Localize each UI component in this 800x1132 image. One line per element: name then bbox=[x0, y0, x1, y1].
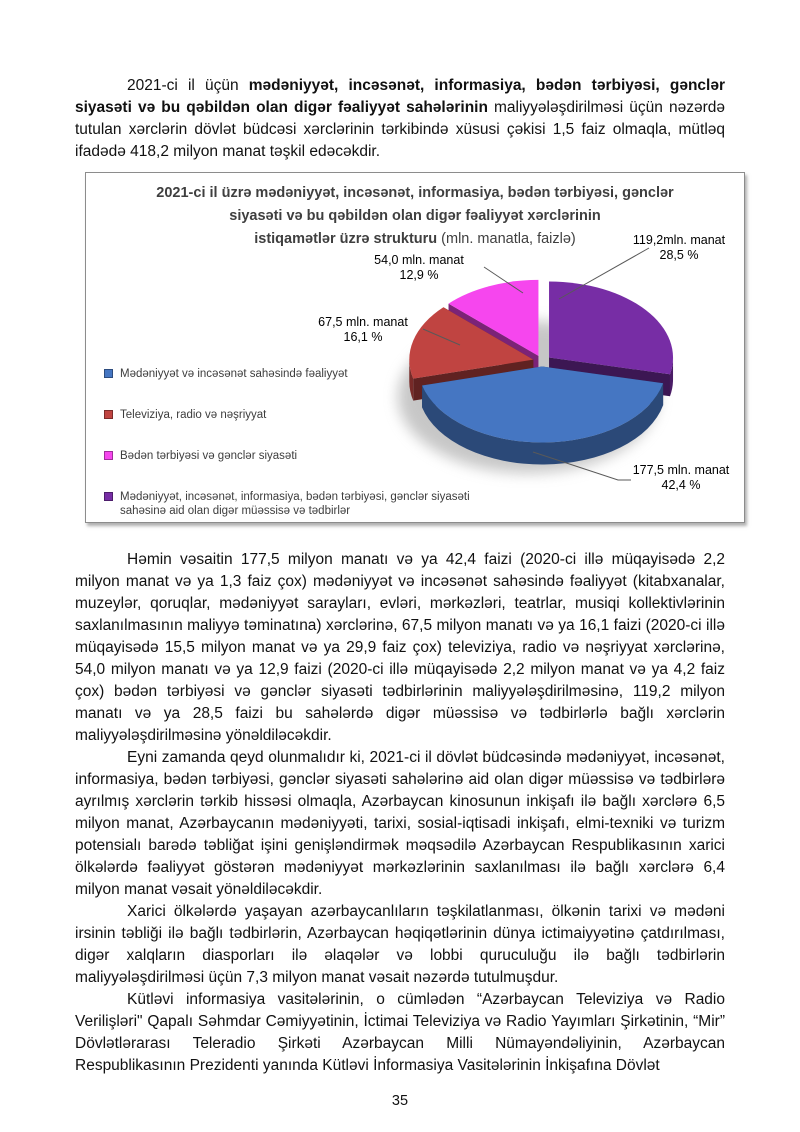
chart-title-units: (mln. manatla, faizlə) bbox=[441, 231, 576, 247]
chart-title-line2: siyasəti və bu qəbildən olan digər fəaliyyət xərclərinin bbox=[229, 208, 601, 224]
paragraph-intro-rest: maliyyələşdirilməsi üçün nəzərdə tutulan xərclərin dövlət büdcəsi xərclərinin tərkibində xüsusi çəkisi 1,5 faiz olmaqla, mütləq ifadədə 418,2 milyon manat təşkil edəcəkdir. bbox=[75, 99, 725, 160]
pie-label-percent: 16,1 % bbox=[343, 330, 383, 344]
paragraph-cinema-centers: Eyni zamanda qeyd olunmalıdır ki, 2021-ci il dövlət büdcəsində mədəniyyət, incəsənət, informasiya, bədən tərbiyəsi, gənclər siyasəti sahələrinə aid olan digər müəssisə və tədbirlərə ayrılmış xərclərin tərkib hissəsi olmaqla, Azərbaycan kinosunun inkişafı ilə bağlı xərclərə 6,5 milyon manat, Azərbaycanın mədəniyyəti, tarixi, sosial-iqtisadi inkişafı, elmi-texniki və turizm potensialı barədə təbliğat işini genişləndirmək məqsədilə Azərbaycan Respublikasının xarici ölkələrdə fəaliyyət göstərən mədəniyyət mərkəzlərinin saxlanılması ilə bağlı xərclərə 6,4 milyon manat vəsait yönəldiləcəkdir. bbox=[75, 749, 725, 898]
pie-label-value: 67,5 mln. manat bbox=[318, 315, 408, 329]
legend-label: Televiziya, radio və nəşriyyat bbox=[120, 409, 267, 421]
pie-label-percent: 42,4 % bbox=[661, 478, 701, 492]
chart-title-line3-bold: istiqamətlər üzrə strukturu bbox=[254, 231, 442, 247]
paragraph-intro-bold: mədəniyyət, incəsənət, informasiya, bədən tərbiyəsi, gənclər siyasəti və bu qəbildən olan digər fəaliyyət sahələrinin bbox=[75, 77, 725, 116]
pie-label-value: 54,0 mln. manat bbox=[374, 253, 464, 267]
pie-label-culture-art bbox=[616, 463, 746, 493]
legend-marker-icon bbox=[104, 369, 113, 378]
page-number: 35 bbox=[391, 1093, 409, 1109]
legend-item-sport-youth bbox=[104, 449, 504, 463]
legend-label: Mədəniyyət və incəsənət sahəsində fəaliyyət bbox=[120, 368, 348, 380]
pie-label-percent: 12,9 % bbox=[399, 268, 439, 282]
legend-marker-icon bbox=[104, 410, 113, 419]
legend-marker-icon bbox=[104, 492, 113, 501]
legend-item-tv-radio bbox=[104, 408, 504, 422]
paragraph-intro bbox=[75, 75, 725, 163]
pie-label-tv-radio bbox=[298, 315, 428, 345]
paragraph-media: Kütləvi informasiya vasitələrinin, o cümlədən “Azərbaycan Televiziya və Radio Verilişləri" Qapalı Səhmdar Cəmiyyətinin, İctimai Televiziya və Radio Yayımları Şirkətinin, “Mir” Dövlətlərarası Teleradio Şirkəti Azərbaycan Milli Nümayəndəliyinin, Azərbaycan Respublikasının Prezidenti yanında Kütləvi İnformasiya Vasitələrinin İnkişafına Dövlət bbox=[75, 991, 725, 1074]
legend-item-culture-art bbox=[104, 367, 504, 381]
chart-title-line1: 2021-ci il üzrə mədəniyyət, incəsənət, informasiya, bədən tərbiyəsi, gənclər bbox=[156, 185, 674, 201]
legend-label: Mədəniyyət, incəsənət, informasiya, bədən tərbiyəsi, gənclər siyasəti sahəsinə aid olan digər müəssisə və tədbirlər bbox=[120, 491, 470, 517]
paragraph-intro-lead: 2021-ci il üçün bbox=[127, 77, 249, 94]
pie-label-value: 119,2mln. manat bbox=[632, 233, 726, 247]
legend-item-other bbox=[104, 490, 504, 518]
legend-marker-icon bbox=[104, 451, 113, 460]
pie-chart-panel bbox=[85, 172, 745, 523]
chart-legend bbox=[104, 367, 504, 518]
pie-label-percent: 28,5 % bbox=[659, 248, 699, 262]
pie-label-value: 177,5 mln. manat bbox=[632, 463, 730, 477]
pie-label-sport-youth bbox=[354, 253, 484, 283]
legend-label: Bədən tərbiyəsi və gənclər siyasəti bbox=[120, 450, 298, 462]
paragraph-diaspora: Xarici ölkələrdə yaşayan azərbaycanlıların təşkilatlanması, ölkənin tarixi və mədəni irsinin təbliği ilə bağlı tədbirlərin, Azərbaycan həqiqətlərinin dünya ictimaiyyətinə çatdırılması, digər xalqların diasporları ilə əlaqələr və lobbi quruculuğu ilə bağlı tədbirlərin maliyyələşdirilməsi üçün 7,3 milyon manat vəsait nəzərdə tutulmuşdur. bbox=[75, 903, 725, 986]
pie-label-other-expenses bbox=[614, 233, 744, 263]
paragraph-allocation-detail: Həmin vəsaitin 177,5 milyon manatı və ya 42,4 faizi (2020-ci illə müqayisədə 2,2 milyon manat və ya 1,3 faiz çox) mədəniyyət və incəsənət sahəsində fəaliyyət (kitabxanalar, muzeylər, qoruqlar, mədəniyyət sarayları, evləri, mərkəzləri, teatrlar, musiqi kollektivlərinin saxlanılmasının maliyyə təminatına) xərclərinə, 67,5 milyon manatı və ya 16,1 faizi (2020-ci illə müqayisədə 15,5 milyon manat və ya 29,9 faiz çox) televiziya, radio və nəşriyyat xərclərinə, 54,0 milyon manatı və ya 12,9 faizi (2020-ci illə müqayisədə 2,2 milyon manat və ya 4,2 faiz çox) bədən tərbiyəsi və gənclər siyasəti tədbirlərinin maliyyələşdirilməsinə, 119,2 milyon manatı və ya 28,5 faizi bu sahələrdə digər müəssisə və tədbirlərlə bağlı xərclərin maliyyələşdirilməsinə yönəldiləcəkdir. bbox=[75, 551, 725, 744]
